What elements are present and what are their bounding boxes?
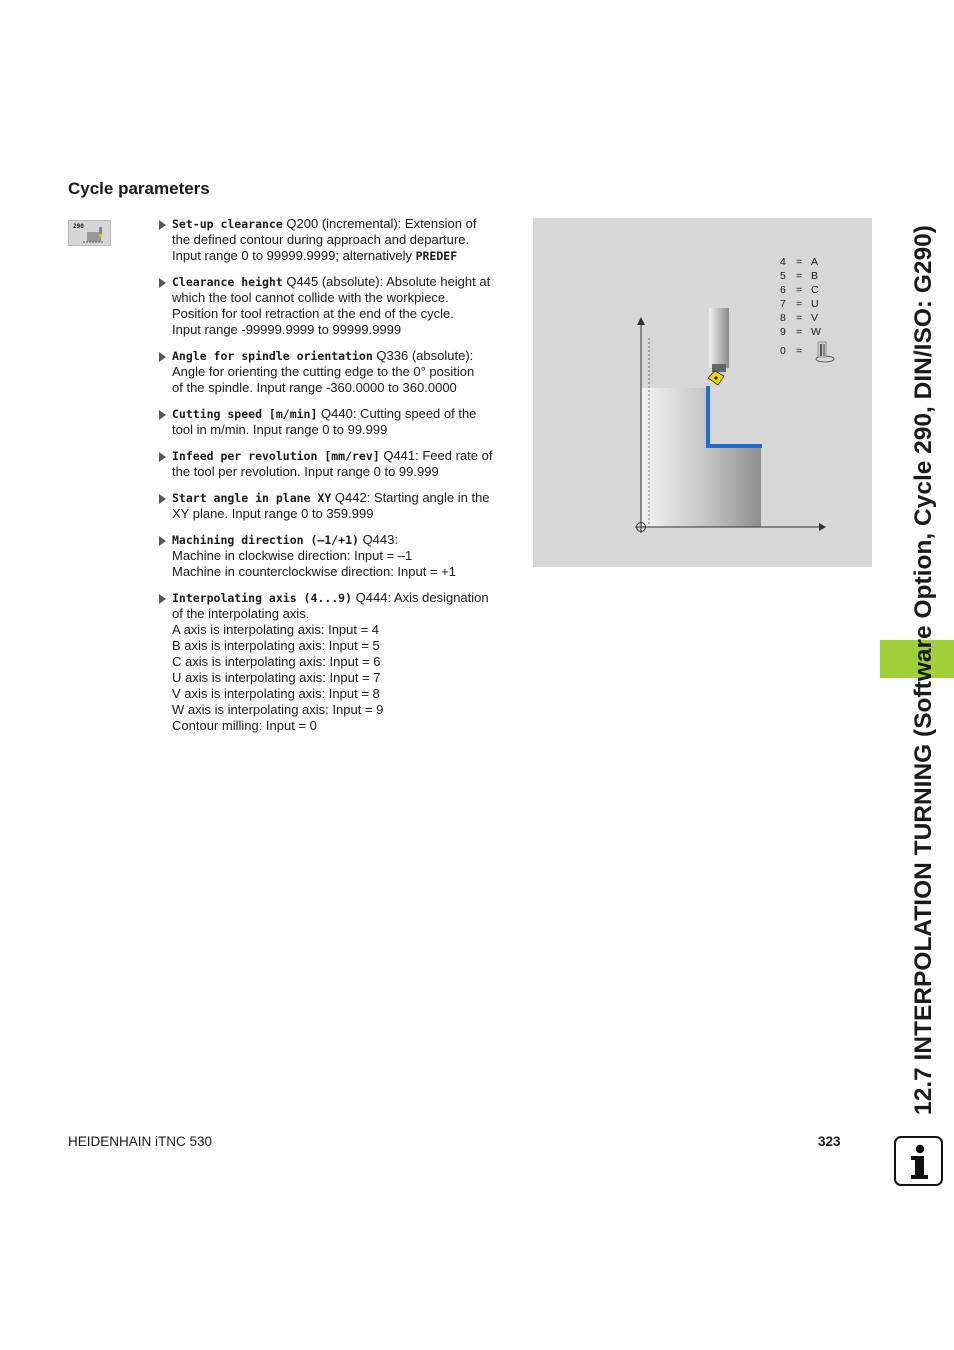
parameter-name: Angle for spindle orientation — [172, 349, 373, 363]
parameter-text: Q440: Cutting speed of the — [321, 406, 477, 421]
axis-map-axis: B — [811, 270, 819, 282]
axis-map-eq: = — [796, 298, 803, 310]
bullet-triangle-icon — [159, 536, 166, 546]
parameter-text: the defined contour during approach and departure. — [172, 232, 470, 247]
parameter-name: Machining direction (–1/+1) — [172, 533, 359, 547]
axis-map-num: 6 — [780, 284, 786, 296]
bullet-triangle-icon — [159, 220, 166, 230]
axis-map-axis: V — [811, 312, 819, 324]
axis-map-row — [780, 325, 823, 339]
workpiece — [642, 388, 761, 527]
parameter-item — [158, 532, 512, 580]
axis-map-eq: = — [796, 326, 803, 338]
parameter-item — [158, 274, 512, 338]
parameter-text: XY plane. Input range 0 to 359.999 — [172, 506, 374, 521]
parameter-text: Q336 (absolute): — [376, 348, 474, 363]
parameter-text: C axis is interpolating axis: Input = 6 — [172, 654, 381, 669]
axis-map-eq: = — [796, 345, 803, 357]
parameter-text: Machine in clockwise direction: Input = –1 — [172, 548, 413, 563]
parameter-text: Q442: Starting angle in the — [334, 490, 490, 505]
softkey-label: 290 — [73, 223, 84, 230]
axis-map-num: 4 — [780, 256, 786, 268]
parameter-text: Q200 (incremental): Extension of — [286, 216, 477, 231]
parameter-text: Q445 (absolute): Absolute height at — [286, 274, 491, 289]
axis-map-num: 5 — [780, 270, 786, 282]
bullet-triangle-icon — [159, 410, 166, 420]
turning-figure — [533, 218, 872, 567]
axis-map-row — [780, 269, 823, 283]
axis-map-num: 9 — [780, 326, 786, 338]
parameter-text: Q444: Axis designation — [355, 590, 489, 605]
parameter-name: Start angle in plane XY — [172, 491, 332, 505]
section-heading: Cycle parameters — [68, 179, 210, 198]
predef-keyword: PREDEF — [415, 249, 458, 263]
bullet-triangle-icon — [159, 352, 166, 362]
parameter-text: U axis is interpolating axis: Input = 7 — [172, 670, 381, 685]
axis-map-row — [780, 344, 823, 358]
axis-map-eq: = — [796, 312, 803, 324]
parameter-text: of the spindle. Input range -360.0000 to 360.0000 — [172, 380, 457, 395]
axis-map-eq: = — [796, 270, 803, 282]
parameter-item — [158, 216, 512, 264]
axis-map-num: 8 — [780, 312, 786, 324]
parameter-text: Machine in counterclockwise direction: Input = +1 — [172, 564, 456, 579]
parameter-item — [158, 490, 512, 522]
tool-holder — [709, 308, 729, 368]
z-axis-arrow — [637, 317, 645, 325]
axis-map-legend — [780, 255, 823, 358]
info-icon — [894, 1136, 943, 1186]
parameter-text: V axis is interpolating axis: Input = 8 — [172, 686, 380, 701]
bullet-triangle-icon — [159, 452, 166, 462]
parameter-text: Q441: Feed rate of — [383, 448, 493, 463]
bullet-triangle-icon — [159, 278, 166, 288]
parameter-text: A axis is interpolating axis: Input = 4 — [172, 622, 380, 637]
parameter-item — [158, 406, 512, 438]
axis-map-eq: = — [796, 256, 803, 268]
axis-map-num: 7 — [780, 298, 786, 310]
parameter-text: Position for tool retraction at the end of the cycle. — [172, 306, 454, 321]
parameter-list — [158, 216, 512, 744]
page-number: 323 — [818, 1134, 841, 1149]
parameter-text: W axis is interpolating axis: Input = 9 — [172, 702, 384, 717]
bullet-triangle-icon — [159, 594, 166, 604]
chapter-side-title: 12.7 INTERPOLATION TURNING (Software Option, Cycle 290, DIN/ISO: G290) — [910, 225, 937, 1115]
parameter-name: Infeed per revolution [mm/rev] — [172, 449, 380, 463]
parameter-text: of the interpolating axis. — [172, 606, 310, 621]
cycle-290-softkey-icon — [68, 220, 111, 246]
axis-map-row — [780, 255, 823, 269]
parameter-text: Input range -99999.9999 to 99999.9999 — [172, 322, 402, 337]
parameter-text: Angle for orienting the cutting edge to the 0° position — [172, 364, 475, 379]
x-axis-arrow — [819, 523, 826, 531]
axis-map-axis: C — [811, 284, 819, 296]
parameter-name: Set-up clearance — [172, 217, 283, 231]
axis-map-axis: U — [811, 298, 819, 310]
parameter-name: Cutting speed [m/min] — [172, 407, 318, 421]
parameter-item — [158, 590, 512, 734]
axis-map-axis: W — [811, 326, 821, 338]
axis-map-row — [780, 297, 823, 311]
parameter-item — [158, 348, 512, 396]
contour-path — [708, 386, 762, 446]
parameter-item — [158, 448, 512, 480]
parameter-name: Clearance height — [172, 275, 283, 289]
axis-map-row — [780, 283, 823, 297]
parameter-text: Input range 0 to 99999.9999; alternatively — [172, 248, 416, 263]
axis-map-row — [780, 311, 823, 325]
softkey-graphic — [69, 221, 112, 247]
parameter-text: which the tool cannot collide with the workpiece. — [172, 290, 449, 305]
axis-map-num: 0 — [780, 345, 786, 357]
parameter-text: tool in m/min. Input range 0 to 99.999 — [172, 422, 388, 437]
parameter-text: Q443: — [362, 532, 398, 547]
parameter-name: Interpolating axis (4...9) — [172, 591, 353, 605]
parameter-text: B axis is interpolating axis: Input = 5 — [172, 638, 380, 653]
axis-map-axis: A — [811, 256, 819, 268]
axis-map-eq: = — [796, 284, 803, 296]
bullet-triangle-icon — [159, 494, 166, 504]
parameter-text: the tool per revolution. Input range 0 to 99.999 — [172, 464, 439, 479]
footer-manual-title: HEIDENHAIN iTNC 530 — [68, 1134, 213, 1149]
parameter-text: Contour milling: Input = 0 — [172, 718, 317, 733]
